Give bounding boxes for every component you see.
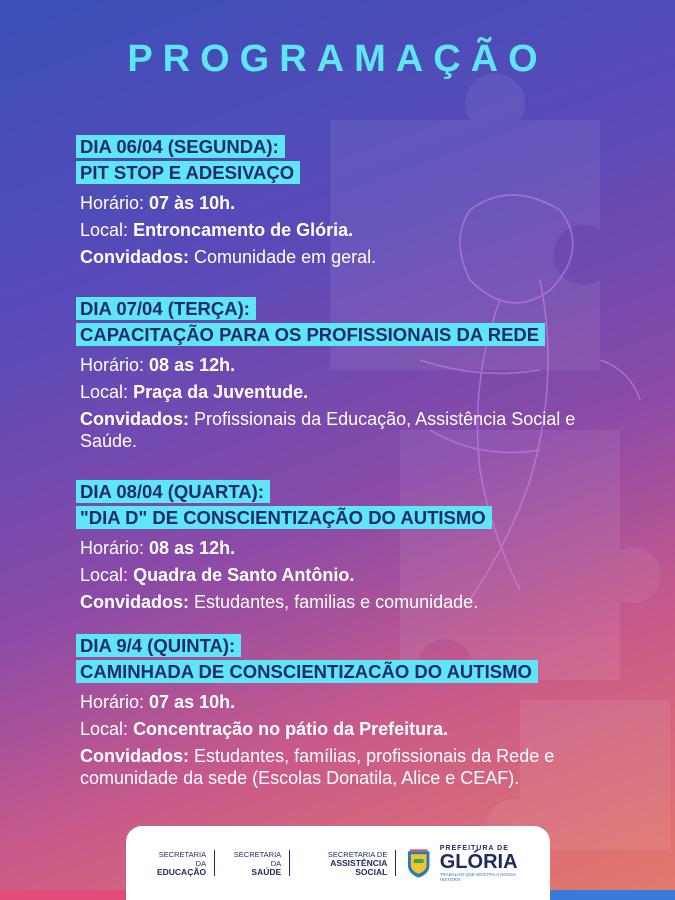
page-title: PROGRAMAÇÃO [127,38,548,80]
event-local: Local: Quadra de Santo Antônio. [80,565,355,585]
footer-ribbon-right [550,890,675,900]
event-name: CAPACITAÇÃO PARA OS PROFISSIONAIS DA REDE [76,323,545,346]
event-block-3 [76,480,636,613]
secretaria-saude-logo: SECRETARIA DA SAÚDE [233,849,282,877]
footer-logos [126,826,550,900]
shield-crest-icon [406,847,431,879]
event-convidados: Convidados: Comunidade em geral. [80,247,377,267]
secretaria-assistencia-logo: SECRETARIA DE ASSISTÊNCIA SOCIAL [327,849,388,877]
event-name: "DIA D" DE CONSCIENTIZAÇÃO DO AUTISMO [76,506,492,529]
event-block-4 [76,634,636,789]
footer-ribbon-left [0,890,126,900]
event-day: DIA 9/4 (QUINTA): [76,634,241,657]
event-block-1 [76,135,636,268]
event-convidados: Convidados: Estudantes, familias e comunidade. [80,592,479,612]
event-horario: Horário: 08 as 12h. [80,355,236,375]
event-day: DIA 07/04 (TERÇA): [76,297,256,320]
event-block-2 [76,297,636,452]
event-name: PIT STOP E ADESIVAÇO [76,161,300,184]
secretaria-educacao-logo: SECRETARIA DA EDUCAÇÃO [156,849,207,877]
event-horario: Horário: 07 as 10h. [80,692,236,712]
event-day: DIA 08/04 (QUARTA): [76,480,270,503]
event-local: Local: Praça da Juventude. [80,382,309,402]
event-local: Local: Concentração no pátio da Prefeitura. [80,719,449,739]
event-horario: Horário: 07 às 10h. [80,193,236,213]
event-day: DIA 06/04 (SEGUNDA): [76,135,285,158]
event-convidados: Convidados: Profissionais da Educação, Assistência Social e Saúde. [80,409,576,451]
prefeitura-gloria-logo: PREFEITURA DE GLÓRIA TRABALHO QUE MOSTRA A NOSSA HISTÓRIA [439,844,518,882]
event-horario: Horário: 08 as 12h. [80,538,236,558]
event-convidados: Convidados: Estudantes, famílias, profissionais da Rede e comunidade da sede (Escolas Donatila, Alice e CEAF). [80,746,555,788]
event-name: CAMINHADA DE CONSCIENTIZACÃO DO AUTISMO [76,660,538,683]
footer-divider [395,850,396,876]
event-local: Local: Entroncamento de Glória. [80,220,354,240]
